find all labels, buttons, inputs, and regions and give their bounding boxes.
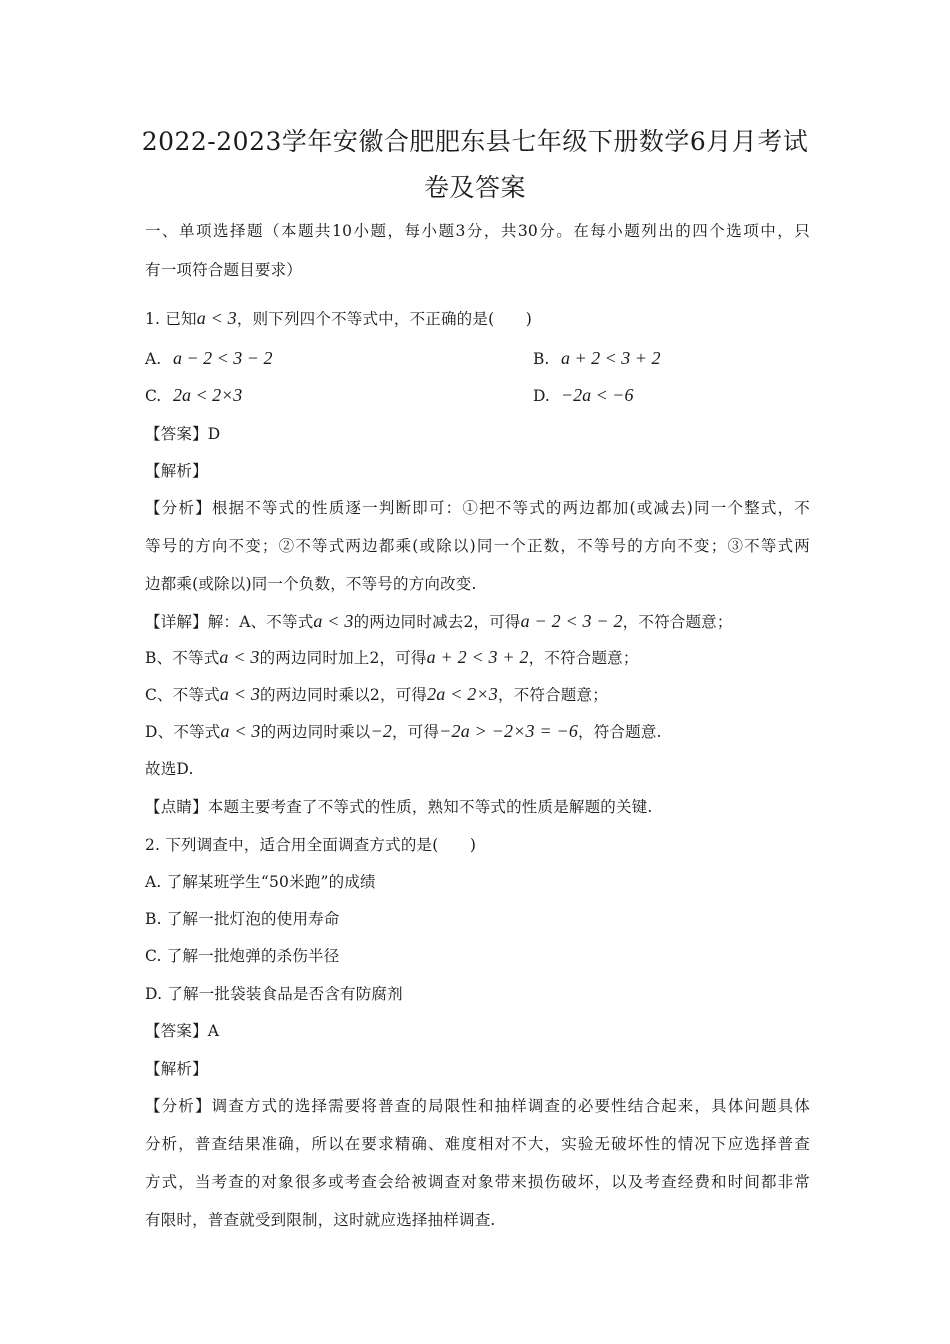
- q1-detail-c: C、不等式a < 3的两边同时乘以2，可得2a < 2×3，不符合题意；: [145, 684, 608, 704]
- q2-fenxi-line2: 分析，普查结果准确，所以在要求精确、难度相对不大，实验无破坏性的情况下应选择普查: [145, 1135, 810, 1153]
- q1-detail-d: D、不等式a < 3的两边同时乘以−2，可得−2a > −2×3 = −6，符合题意.: [145, 721, 662, 741]
- q1-analysis-heading: 【解析】: [145, 462, 208, 480]
- q2-option-d: D. 了解一批袋装食品是否含有防腐剂: [145, 985, 403, 1003]
- q1-stem-prefix: 1. 已知: [145, 310, 197, 328]
- q2-analysis-heading: 【解析】: [145, 1060, 208, 1078]
- q2-fenxi-line3: 方式，当考查的对象很多或考查会给被调查对象带来损伤破坏，以及考查经费和时间都非常: [145, 1173, 810, 1191]
- q1-option-c: C. 2a < 2×3: [145, 385, 243, 405]
- q1-fenxi-line1: 【分析】根据不等式的性质逐一判断即可：①把不等式的两边都加(或减去)同一个整式，不: [145, 499, 810, 517]
- q1-fenxi-line2: 等号的方向不变；②不等式两边都乘(或除以)同一个正数，不等号的方向不变；③不等式两: [145, 537, 810, 555]
- q2-answer: 【答案】A: [145, 1022, 220, 1040]
- q1-stem-math: a < 3: [196, 308, 237, 328]
- q1-answer: 【答案】D: [145, 425, 221, 443]
- q2-option-b: B. 了解一批灯泡的使用寿命: [145, 910, 340, 928]
- q1-option-b: B. a + 2 < 3 + 2: [533, 348, 661, 368]
- doc-title-line1: 2022-2023学年安徽合肥肥东县七年级下册数学6月月考试: [141, 127, 809, 156]
- section-heading-line1: 一、单项选择题（本题共10小题，每小题3分，共30分。在每小题列出的四个选项中，只: [145, 222, 810, 240]
- q2-stem: 2. 下列调查中，适合用全面调查方式的是( ): [145, 836, 477, 854]
- q1-stem-suffix: ，则下列四个不等式中，不正确的是( ): [236, 310, 532, 328]
- q1-option-a: A. a − 2 < 3 − 2: [145, 348, 273, 368]
- q1-option-d: D. −2a < −6: [533, 385, 634, 405]
- q1-detail-a: 【详解】解：A、不等式a < 3的两边同时减去2，可得a − 2 < 3 − 2，不符合题意；: [145, 611, 733, 631]
- q1-conclusion: 故选D.: [145, 760, 194, 778]
- q2-option-a: A. 了解某班学生“50米跑”的成绩: [145, 873, 376, 891]
- q1-stem: [145, 308, 810, 329]
- doc-title-line2: 卷及答案: [423, 173, 526, 202]
- q1-fenxi-line3: 边都乘(或除以)同一个负数，不等号的方向改变.: [145, 575, 477, 593]
- section-heading-line2: 有一项符合题目要求）: [145, 261, 303, 279]
- q2-fenxi-line4: 有限时，普查就受到限制，这时就应选择抽样调查.: [145, 1211, 496, 1229]
- q1-detail-b: B、不等式a < 3的两边同时加上2，可得a + 2 < 3 + 2，不符合题意；: [145, 647, 639, 667]
- q2-fenxi-line1: 【分析】调查方式的选择需要将普查的局限性和抽样调查的必要性结合起来，具体问题具体: [145, 1097, 810, 1115]
- q2-option-c: C. 了解一批炮弹的杀伤半径: [145, 947, 340, 965]
- q1-dianjing: 【点睛】本题主要考查了不等式的性质，熟知不等式的性质是解题的关键.: [145, 798, 653, 816]
